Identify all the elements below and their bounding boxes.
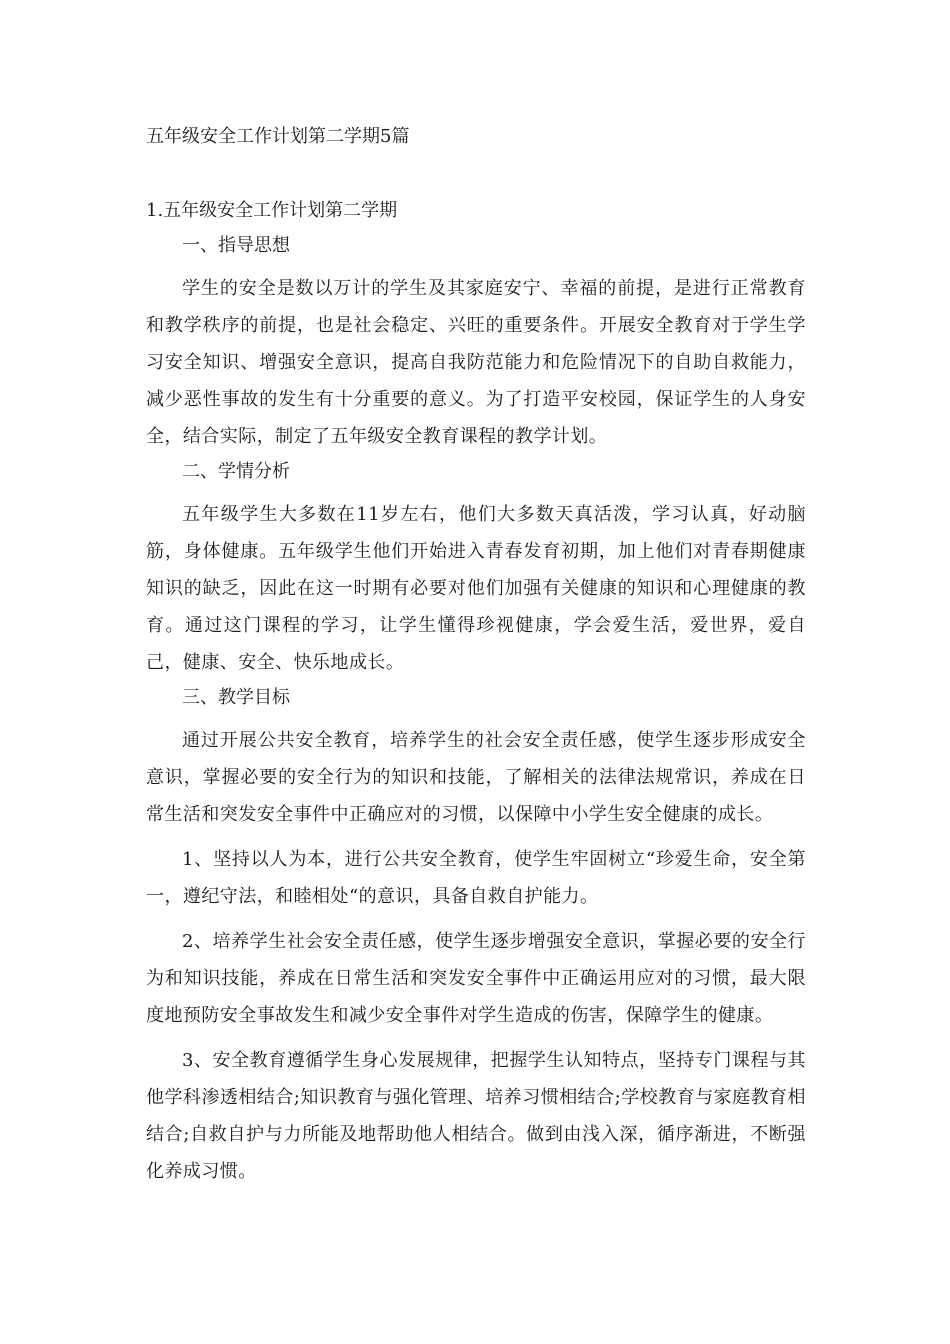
document-body — [146, 198, 806, 1190]
heading-teaching-goals: 三、教学目标 — [182, 687, 290, 708]
paragraph-guiding-thought: 学生的安全是数以万计的学生及其家庭安宁、幸福的前提，是进行正常教育和教学秩序的前提，也是社会稳定、兴旺的重要条件。开展安全教育对于学生学习安全知识、增强安全意识，提高自我防范能力和危险情况下的自助自救能力，减少恶性事故的发生有十分重要的意义。为了打造平安校园，保证学生的人身安全，结合实际，制定了五年级安全教育课程的教学计划。 — [146, 278, 806, 447]
document-title: 五年级安全工作计划第二学期5篇 — [146, 126, 410, 147]
paragraph-teaching-goals: 通过开展公共安全教育，培养学生的社会安全责任感，使学生逐步形成安全意识，掌握必要的安全行为的知识和技能，了解相关的法律法规常识，养成在日常生活和突发安全事件中正确应对的习惯，以保障中小学生安全健康的成长。 — [146, 730, 806, 825]
list-item-goal-1: 1、坚持以人为本，进行公共安全教育，使学生牢固树立“珍爱生命，安全第一，遵纪守法，和睦相处“的意识，具备自救自护能力。 — [146, 849, 806, 907]
heading-student-analysis: 二、学情分析 — [182, 461, 290, 482]
list-item-goal-3: 3、安全教育遵循学生身心发展规律，把握学生认知特点，坚持专门课程与其他学科渗透相结合;知识教育与强化管理、培养习惯相结合;学校教育与家庭教育相结合;自救自护与力所能及地帮助他人相结合。做到由浅入深，循序渐进，不断强化养成习惯。 — [146, 1050, 806, 1182]
section-title: 1.五年级安全工作计划第二学期 — [146, 200, 398, 221]
heading-guiding-thought: 一、指导思想 — [182, 235, 290, 256]
paragraph-student-analysis: 五年级学生大多数在11岁左右，他们大多数天真活泼，学习认真，好动脑筋，身体健康。五年级学生他们开始进入青春发育初期，加上他们对青春期健康知识的缺乏，因此在这一时期有必要对他们加强有关健康的知识和心理健康的教育。通过这门课程的学习，让学生懂得珍视健康，学会爱生活，爱世界，爱自己，健康、安全、快乐地成长。 — [146, 504, 806, 673]
list-item-goal-2: 2、培养学生社会安全责任感，使学生逐步增强安全意识，掌握必要的安全行为和知识技能，养成在日常生活和突发安全事件中正确运用应对的习惯，最大限度地预防安全事故发生和减少安全事件对学生造成的伤害，保障学生的健康。 — [146, 931, 806, 1026]
